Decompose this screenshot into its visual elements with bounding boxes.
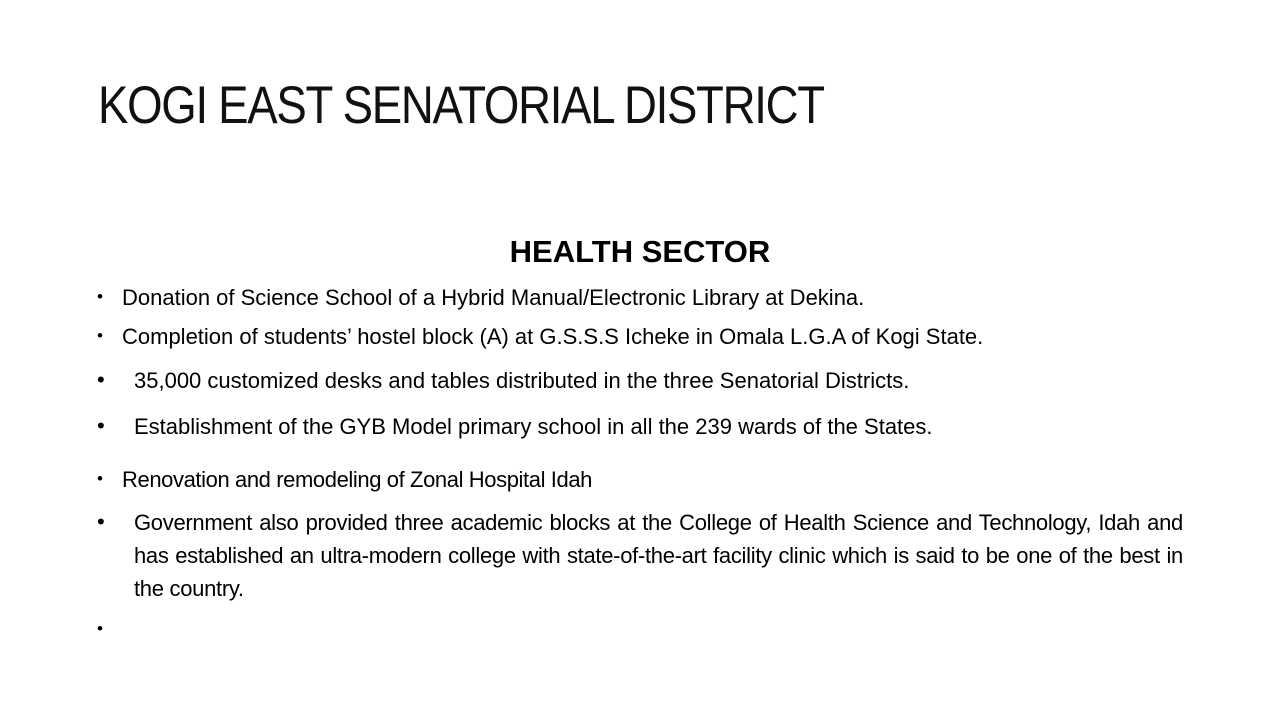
bullet-item xyxy=(97,281,864,314)
bullet-dot-icon: • xyxy=(97,619,103,638)
bullet-item xyxy=(97,364,909,397)
bullet-text: Completion of students’ hostel block (A) at G.S.S.S Icheke in Omala L.G.A of Kogi State. xyxy=(122,324,984,349)
bullet-text: Government also provided three academic blocks at the College of Health Science and Technology, Idah and has established an ultra-modern college with state-of-the-art facility clinic which is said to be one of the best in the country. xyxy=(134,510,1183,601)
section-heading: HEALTH SECTOR xyxy=(509,234,771,269)
bullet-dot-icon: • xyxy=(97,367,105,392)
bullet-dot-icon: • xyxy=(97,509,105,534)
bullet-text: Renovation and remodeling of Zonal Hospital Idah xyxy=(122,467,592,492)
slide-title: KOGI EAST SENATORIAL DISTRICT xyxy=(98,76,824,135)
bullet-dot-icon: • xyxy=(97,326,103,345)
bullet-text: Establishment of the GYB Model primary school in all the 239 wards of the States. xyxy=(134,414,933,439)
bullet-item xyxy=(97,506,1183,605)
bullet-item xyxy=(97,463,592,496)
bullet-text: 35,000 customized desks and tables distributed in the three Senatorial Districts. xyxy=(134,368,910,393)
bullet-text: Donation of Science School of a Hybrid Manual/Electronic Library at Dekina. xyxy=(122,285,865,310)
bullet-dot-icon: • xyxy=(97,287,103,306)
bullet-item xyxy=(97,410,933,443)
bullet-dot-icon: • xyxy=(97,413,105,438)
bullet-dot-icon: • xyxy=(97,469,103,488)
bullet-item xyxy=(97,613,122,646)
bullet-item xyxy=(97,320,983,353)
